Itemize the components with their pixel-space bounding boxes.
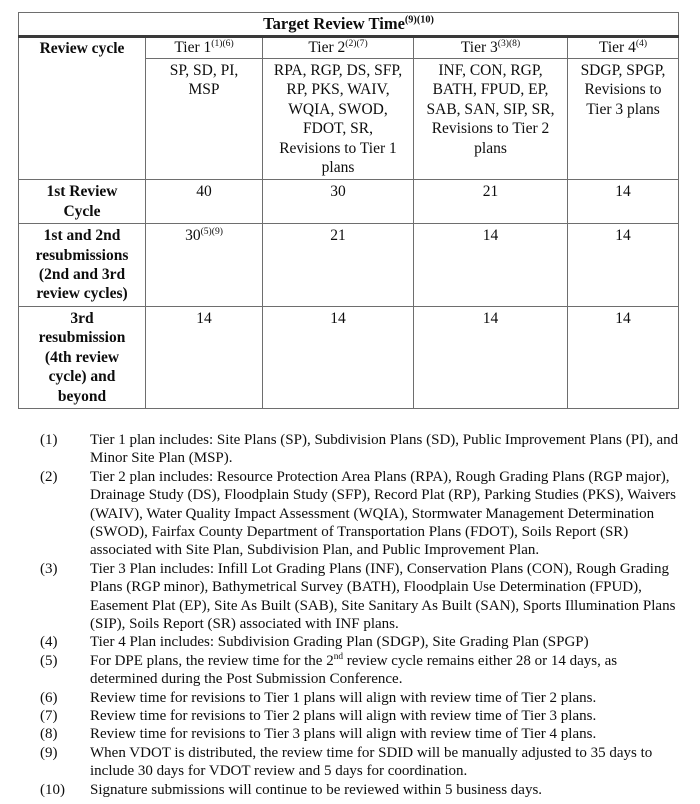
- review-days-value: 30: [185, 227, 201, 245]
- footnote-number: (8): [40, 726, 58, 743]
- tier-header-row: [19, 37, 679, 59]
- target-review-time-table: [18, 12, 679, 409]
- header-review-cycle: Review cycle: [19, 37, 146, 180]
- footnote-1: [40, 431, 682, 468]
- footnote-number: (5): [40, 652, 58, 669]
- footnote-number: (10): [40, 781, 65, 798]
- footnote-text-segment: Tier 1 plan includes: Site Plans (SP), Subdivision Plans (SD), Public Improvement Plans (PI), and Minor Site Plan (MSP).: [90, 431, 679, 467]
- footnote-text: [90, 431, 682, 468]
- tier-1-superscript: (1)(6): [211, 37, 234, 49]
- footnote-5: [40, 652, 682, 689]
- footnote-number: (2): [40, 468, 58, 485]
- header-tier-2: [263, 37, 414, 59]
- footnote-number: (3): [40, 560, 58, 577]
- review-days-value: 14: [330, 309, 346, 327]
- footnote-8: [40, 725, 682, 743]
- review-days-cell: [568, 180, 679, 224]
- footnote-number: (9): [40, 744, 58, 761]
- review-days-value: 14: [615, 183, 631, 201]
- footnote-text-segment: Tier 2 plan includes: Resource Protection Area Plans (RPA), Rough Grading Plans (RGP major), Drainage Study (DS), Floodplain Study (SFP), Record Plat (RP), Parking Studies (PKS), Waivers (WAIV), Water Quality Impact Assessment (WQIA), Stormwater Management Determination (SWOD), Fairfax County Department of Transportation Plans (FDOT), Soils Report (SR) associated with Site Plan, Subdivision Plan, and Public Improvement Plan.: [90, 468, 677, 559]
- footnote-text-segment: Review time for revisions to Tier 3 plans will align with review time of Tier 4 plans.: [90, 726, 597, 743]
- review-days-cell: [263, 306, 414, 408]
- footnote-text-segment: Tier 3 Plan includes: Infill Lot Grading Plans (INF), Conservation Plans (CON), Rough Grading Plans (RGP minor), Bathymetrical Survey (BATH), Floodplain Use Determination (FPUD), Easement Plat (EP), Site As Built (SAB), Site Sanitary As Built (SAN), Sports Illumination Plans (SIP), Soils Report (SR) associated with INF plans.: [90, 560, 676, 632]
- footnote-text-superscript: nd: [333, 651, 343, 662]
- review-days-value: 40: [196, 183, 212, 201]
- footnote-text: [90, 744, 682, 781]
- footnote-text: [90, 468, 682, 560]
- footnote-4: [40, 633, 682, 651]
- review-days-cell: [263, 180, 414, 224]
- tier-3-superscript: (3)(8): [497, 37, 521, 49]
- footnote-text-segment: Review time for revisions to Tier 1 plans will align with review time of Tier 2 plans.: [90, 689, 597, 706]
- review-days-value: 21: [482, 183, 499, 201]
- footnote-text: [90, 560, 682, 634]
- tier-1-plans: SP, SD, PI, MSP: [146, 59, 263, 180]
- review-days-cell: [568, 224, 679, 307]
- footnote-text: [90, 689, 682, 707]
- table-row-1st-review-cycle: [19, 180, 679, 224]
- footnote-number: (4): [40, 634, 58, 651]
- header-tier-1: [146, 37, 263, 59]
- row-label-3rd-resubmission: 3rd resubmission (4th review cycle) and beyond: [19, 306, 146, 408]
- table-title-superscript: (9)(10): [404, 14, 434, 26]
- tier-4-superscript: (4): [635, 37, 648, 49]
- review-days-value: 14: [615, 309, 631, 327]
- footnote-text-segment: review cycle remains either 28 or 14 days, as determined during the Post Submission Conference.: [90, 652, 618, 688]
- tier-1-label: Tier 1: [174, 39, 212, 56]
- footnote-text-segment: Signature submissions will continue to be reviewed within 5 business days.: [90, 781, 543, 798]
- footnote-list: [40, 431, 682, 799]
- review-days-cell: [263, 224, 414, 307]
- review-days-cell: [146, 224, 263, 307]
- review-days-cell: [146, 180, 263, 224]
- review-days-value: 14: [482, 227, 499, 245]
- header-tier-3: [414, 37, 568, 59]
- review-days-cell: [568, 306, 679, 408]
- review-days-cell: [414, 180, 568, 224]
- footnote-6: [40, 689, 682, 707]
- review-days-superscript: (5)(9): [200, 226, 223, 238]
- tier-4-plans: SDGP, SPGP, Revisions to Tier 3 plans: [568, 59, 679, 180]
- footnote-text: [90, 633, 682, 651]
- review-days-value: 14: [615, 227, 631, 245]
- footnote-text: [90, 781, 682, 799]
- footnote-text-segment: For DPE plans, the review time for the 2: [90, 652, 334, 669]
- table-title: [19, 13, 679, 37]
- footnote-10: [40, 781, 682, 799]
- review-days-value: 21: [330, 227, 346, 245]
- footnote-number: (7): [40, 708, 58, 724]
- table-row-1st-2nd-resubmissions: [19, 224, 679, 307]
- tier-2-label: Tier 2: [308, 39, 346, 56]
- footnote-text: [90, 725, 682, 743]
- table-row-3rd-resubmission: [19, 306, 679, 408]
- tier-3-plans: INF, CON, RGP, BATH, FPUD, EP, SAB, SAN, SIP, SR, Revisions to Tier 2 plans: [414, 59, 568, 180]
- footnote-text: [90, 652, 682, 689]
- tier-2-superscript: (2)(7): [345, 37, 368, 49]
- footnote-text-segment: When VDOT is distributed, the review time for SDID will be manually adjusted to 35 days to include 30 days for VDOT review and 5 days for coordination.: [90, 744, 653, 780]
- row-label-1st-review-cycle: 1st Review Cycle: [19, 180, 146, 224]
- footnote-number: (1): [40, 431, 58, 448]
- footnote-number: (6): [40, 689, 58, 706]
- header-tier-4: [568, 37, 679, 59]
- footnote-7: [40, 707, 682, 725]
- review-days-cell: [146, 306, 263, 408]
- review-days-value: 30: [330, 183, 346, 201]
- row-label-1st-2nd-resubmissions: 1st and 2nd resubmissions (2nd and 3rd review cycles): [19, 224, 146, 307]
- footnote-text-segment: Tier 4 Plan includes: Subdivision Grading Plan (SDGP), Site Grading Plan (SPGP): [90, 634, 589, 651]
- table-title-text: Target Review Time: [263, 14, 405, 33]
- review-days-cell: [414, 306, 568, 408]
- review-days-cell: [414, 224, 568, 307]
- footnote-2: [40, 468, 682, 560]
- table-title-row: [19, 13, 679, 37]
- tier-2-plans: RPA, RGP, DS, SFP, RP, PKS, WAIV, WQIA, SWOD, FDOT, SR, Revisions to Tier 1 plans: [263, 59, 414, 180]
- footnote-9: [40, 744, 682, 781]
- review-days-value: 14: [196, 309, 212, 327]
- footnote-text: [90, 707, 682, 725]
- tier-3-label: Tier 3: [460, 39, 498, 56]
- footnote-text-segment: Review time for revisions to Tier 2 plans will align with review time of Tier 3 plans.: [90, 708, 597, 724]
- footnote-3: [40, 560, 682, 634]
- review-days-value: 14: [482, 309, 499, 327]
- tier-4-label: Tier 4: [598, 39, 636, 56]
